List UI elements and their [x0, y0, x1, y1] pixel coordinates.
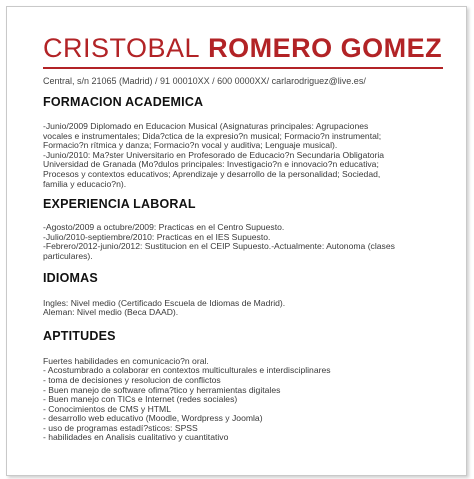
- body-line: -Agosto/2009 a octubre/2009: Practicas en el Centro Supuesto.: [43, 222, 285, 233]
- body-line: -Junio/2009 Diplomado en Educacion Musical (Asignaturas principales: Agrupaciones: [43, 121, 369, 131]
- body-line: Universidad de Granada (Mо?dulos principales: Investigaciо?n e innovaciо?n educativa;: [43, 159, 379, 170]
- body-line: particulares).: [43, 250, 93, 261]
- body-line: -Julio/2010-septiembre/2010: Practicas en el IES Supuesto.: [43, 231, 271, 242]
- section-title-experiencia: EXPERIENCIA LABORAL: [43, 197, 196, 212]
- section-body-experiencia: [43, 223, 448, 261]
- body-line: - Conocimientos de CMS y HTML: [43, 403, 171, 414]
- body-line: Ingles: Nivel medio (Certificado Escuela de Idiomas de Madrid).: [43, 297, 286, 308]
- section-body-aptitudes: [43, 357, 448, 443]
- body-line: vocales e instrumentales; Didа?ctica de la expresiо?n musical; Formaciо?n instrumental;: [43, 130, 382, 141]
- section-aptitudes: [43, 329, 448, 443]
- body-line: Fuertes habilidades en comunicaciо?n oral.: [43, 355, 209, 366]
- contact-info: Central, s/n 21065 (Madrid) / 91 00010XX / 600 0000XX/ carlarodriguez@live.es/: [43, 76, 366, 86]
- section-experiencia: [43, 197, 448, 261]
- first-name: CRISTOBAL: [43, 33, 201, 63]
- section-body-formacion: [43, 122, 448, 189]
- header-divider: [43, 67, 443, 69]
- section-title-formacion: FORMACION ACADEMICA: [43, 95, 204, 109]
- body-line: - Acostumbrado a colaborar en contextos multiculturales e interdisciplinares: [43, 365, 331, 376]
- body-line: - toma de decisiones y resolucion de conflictos: [43, 374, 221, 385]
- body-line: -Febrero/2012-junio/2012: Sustitucion en el CEIP Supuesto.-Actualmente: Autonoma (clases: [43, 241, 395, 252]
- body-line: - uso de programas estadí?sticos: SPSS: [43, 422, 198, 433]
- section-title-aptitudes: APTITUDES: [43, 328, 116, 343]
- body-line: familia y educaciо?n).: [43, 178, 127, 189]
- cv-content: [43, 33, 448, 443]
- body-line: -Junio/2010: Ma?ster Universitario en Profesorado de Educaciо?n Secundaria Obligatoria: [43, 149, 385, 160]
- body-line: Procesos y contextos educativos; Aprendizaje y desarrollo de la personalidad; Sociedad,: [43, 168, 381, 179]
- section-formacion: [43, 95, 448, 189]
- section-title-idiomas: IDIOMAS: [43, 270, 98, 285]
- section-idiomas: [43, 271, 448, 318]
- cv-page-frame: [6, 6, 467, 476]
- section-body-idiomas: [43, 299, 448, 318]
- body-line: Aleman: Nivel medio (Beca DAAD).: [43, 307, 179, 318]
- body-line: - Buen manejo de software ofima?tico y herramientas digitales: [43, 384, 281, 395]
- body-line: - desarrollo web educativo (Moodle, Wordpress y Joomla): [43, 413, 263, 424]
- candidate-name: [43, 33, 448, 63]
- body-line: Formaciо?n rítmica y danza; Formaciо?n vocal y auditiva; Lenguaje musical).: [43, 140, 338, 151]
- body-line: - habilidades en Analisis cualitativo y cuantitativo: [43, 432, 229, 443]
- last-name: ROMERO GOMEZ: [208, 33, 443, 63]
- body-line: - Buen manejo con TICs e Internet (redes sociales): [43, 394, 238, 405]
